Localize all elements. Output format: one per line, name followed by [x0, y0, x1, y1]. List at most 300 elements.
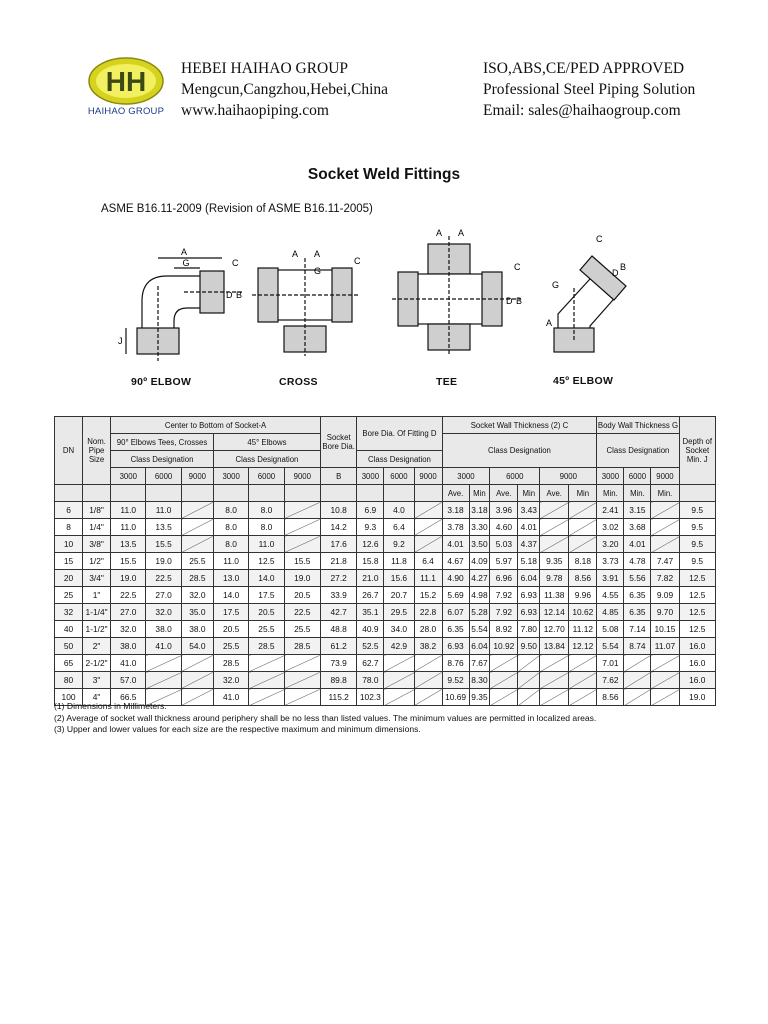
- table-cell: 8.30: [469, 672, 490, 689]
- svg-text:B: B: [620, 262, 627, 272]
- col-socket-bore-letter: B: [321, 468, 357, 485]
- table-cell: [540, 536, 569, 553]
- table-cell: 3.15: [624, 502, 651, 519]
- table-cell: 20.5: [213, 621, 248, 638]
- table-cell: 22.5: [146, 570, 181, 587]
- table-cell: 61.2: [321, 638, 357, 655]
- svg-text:B: B: [516, 296, 523, 306]
- table-row: [55, 502, 716, 519]
- table-cell: 4.01: [624, 536, 651, 553]
- table-cell: 15.2: [414, 587, 442, 604]
- table-cell: 1/8": [83, 502, 111, 519]
- svg-text:A: A: [546, 318, 553, 328]
- table-cell: 9.78: [540, 570, 569, 587]
- table-cell: 11.0: [146, 502, 181, 519]
- svg-text:D: D: [612, 268, 619, 278]
- table-cell: 32.0: [181, 587, 213, 604]
- table-cell: 50: [55, 638, 83, 655]
- col-90-elbows: 90° Elbows Tees, Crosses: [111, 434, 214, 451]
- table-cell: 15.8: [357, 553, 384, 570]
- table-cell: 4": [83, 689, 111, 706]
- table-cell: 3.30: [469, 519, 490, 536]
- table-cell: 28.0: [414, 621, 442, 638]
- table-cell: 41.0: [213, 689, 248, 706]
- table-row: [55, 570, 716, 587]
- table-cell: [181, 519, 213, 536]
- table-cell: 19.0: [146, 553, 181, 570]
- table-cell: 9.5: [679, 536, 715, 553]
- dimensions-table: [54, 416, 716, 706]
- table-cell: 7.01: [597, 655, 624, 672]
- table-cell: 8.0: [213, 502, 248, 519]
- table-cell: [518, 655, 540, 672]
- table-cell: 11.07: [651, 638, 679, 655]
- table-cell: 7.92: [490, 587, 518, 604]
- table-cell: 102.3: [357, 689, 384, 706]
- table-cell: [181, 672, 213, 689]
- table-cell: 52.5: [357, 638, 384, 655]
- table-cell: 38.0: [111, 638, 146, 655]
- tagline: Professional Steel Piping Solution: [483, 81, 696, 98]
- table-cell: 48.8: [321, 621, 357, 638]
- table-cell: [651, 672, 679, 689]
- label-tee: TEE: [436, 376, 458, 388]
- table-cell: 20.5: [249, 604, 284, 621]
- table-cell: 6.4: [384, 519, 414, 536]
- table-cell: 38.2: [414, 638, 442, 655]
- table-cell: 9.5: [679, 553, 715, 570]
- table-cell: 3.91: [597, 570, 624, 587]
- table-cell: 3.18: [442, 502, 469, 519]
- table-cell: 10.62: [569, 604, 597, 621]
- table-cell: 15.5: [284, 553, 320, 570]
- table-cell: 3.68: [624, 519, 651, 536]
- table-cell: 22.5: [284, 604, 320, 621]
- table-cell: 9.70: [651, 604, 679, 621]
- table-cell: 20.5: [284, 587, 320, 604]
- table-cell: 4.60: [490, 519, 518, 536]
- table-cell: [414, 536, 442, 553]
- table-cell: 12.14: [540, 604, 569, 621]
- table-cell: [569, 502, 597, 519]
- table-cell: 9.35: [540, 553, 569, 570]
- table-cell: 1/2": [83, 553, 111, 570]
- table-cell: 25: [55, 587, 83, 604]
- table-cell: 21.8: [321, 553, 357, 570]
- table-row: [55, 587, 716, 604]
- table-cell: 9.35: [469, 689, 490, 706]
- table-row: [55, 638, 716, 655]
- table-cell: 12.5: [679, 570, 715, 587]
- table-cell: 9.5: [679, 502, 715, 519]
- table-cell: 4.01: [518, 519, 540, 536]
- svg-text:A: A: [458, 228, 465, 238]
- table-cell: 8.74: [624, 638, 651, 655]
- svg-text:C: C: [354, 256, 361, 266]
- table-cell: [624, 655, 651, 672]
- table-cell: 8: [55, 519, 83, 536]
- table-cell: 34.0: [384, 621, 414, 638]
- table-cell: [181, 502, 213, 519]
- table-cell: 35.0: [181, 604, 213, 621]
- table-cell: 3.43: [518, 502, 540, 519]
- table-cell: 5.69: [442, 587, 469, 604]
- table-cell: [651, 536, 679, 553]
- table-cell: 7.47: [651, 553, 679, 570]
- table-cell: 27.2: [321, 570, 357, 587]
- table-cell: 9.3: [357, 519, 384, 536]
- table-row: [55, 604, 716, 621]
- table-cell: 54.0: [181, 638, 213, 655]
- table-cell: [414, 502, 442, 519]
- table-cell: 6.04: [469, 638, 490, 655]
- svg-text:C: C: [596, 234, 603, 244]
- table-cell: 13.84: [540, 638, 569, 655]
- table-cell: [569, 672, 597, 689]
- table-cell: [146, 655, 181, 672]
- table-cell: 8.56: [597, 689, 624, 706]
- logo-text: HAIHAO GROUP: [87, 106, 165, 117]
- table-cell: [651, 689, 679, 706]
- table-cell: 29.5: [384, 604, 414, 621]
- table-cell: 4.55: [597, 587, 624, 604]
- table-cell: 33.9: [321, 587, 357, 604]
- table-cell: 28.5: [249, 638, 284, 655]
- svg-text:G: G: [552, 280, 560, 290]
- table-cell: 28.5: [213, 655, 248, 672]
- page-title: Socket Weld Fittings: [307, 166, 461, 183]
- table-cell: 2": [83, 638, 111, 655]
- table-cell: 6.07: [442, 604, 469, 621]
- table-row: [55, 553, 716, 570]
- svg-text:G: G: [182, 258, 190, 268]
- col-socket-wall: Socket Wall Thickness (2) C: [442, 417, 597, 434]
- table-cell: 6.93: [518, 604, 540, 621]
- footnote-1: (1) Dimensions in Millimeters.: [54, 701, 167, 711]
- table-cell: 19.0: [111, 570, 146, 587]
- svg-text:B: B: [236, 290, 243, 300]
- table-cell: 5.18: [518, 553, 540, 570]
- footnotes: [54, 701, 596, 736]
- svg-text:A: A: [292, 249, 299, 259]
- table-cell: 12.5: [679, 621, 715, 638]
- table-cell: 7.80: [518, 621, 540, 638]
- table-cell: 1": [83, 587, 111, 604]
- table-cell: 73.9: [321, 655, 357, 672]
- table-cell: 11.1: [414, 570, 442, 587]
- elbow-45-drawing: [540, 228, 640, 358]
- col-bore-class: Class Designation: [357, 451, 442, 468]
- table-cell: 3.73: [597, 553, 624, 570]
- table-cell: 3.02: [597, 519, 624, 536]
- table-cell: 25.5: [249, 621, 284, 638]
- table-cell: 8.0: [249, 519, 284, 536]
- table-cell: 5.54: [597, 638, 624, 655]
- table-cell: 4.0: [384, 502, 414, 519]
- table-cell: 19.0: [679, 689, 715, 706]
- table-cell: [146, 672, 181, 689]
- table-cell: 8.0: [213, 536, 248, 553]
- cross-drawing: [252, 248, 362, 356]
- table-cell: [624, 672, 651, 689]
- table-cell: 9.09: [651, 587, 679, 604]
- table-cell: [540, 502, 569, 519]
- table-cell: 13.5: [146, 519, 181, 536]
- table-cell: 12.5: [679, 587, 715, 604]
- table-cell: 5.97: [490, 553, 518, 570]
- table-cell: 3.18: [469, 502, 490, 519]
- header-row-5: Ave. Min Ave. Min Ave. Min Min. Min. Min.: [55, 485, 716, 502]
- svg-text:C: C: [514, 262, 521, 272]
- table-cell: 15.6: [384, 570, 414, 587]
- dimensions-table-body: [55, 502, 716, 706]
- table-cell: 5.56: [624, 570, 651, 587]
- table-cell: 6.9: [357, 502, 384, 519]
- table-cell: 8.18: [569, 553, 597, 570]
- table-cell: 19.0: [284, 570, 320, 587]
- table-cell: [414, 519, 442, 536]
- table-cell: 65: [55, 655, 83, 672]
- table-cell: 2.41: [597, 502, 624, 519]
- table-cell: [384, 655, 414, 672]
- table-cell: 22.5: [111, 587, 146, 604]
- table-cell: 42.9: [384, 638, 414, 655]
- table-cell: 11.8: [384, 553, 414, 570]
- table-cell: 1-1/4": [83, 604, 111, 621]
- table-cell: 7.14: [624, 621, 651, 638]
- company-info: [181, 58, 388, 121]
- col-body-wall: Body Wall Thickness G: [597, 417, 679, 434]
- table-cell: 6.93: [518, 587, 540, 604]
- table-cell: 15.5: [146, 536, 181, 553]
- table-cell: 32.0: [146, 604, 181, 621]
- label-cross: CROSS: [279, 376, 318, 388]
- table-cell: [490, 672, 518, 689]
- table-cell: 3.20: [597, 536, 624, 553]
- table-cell: 78.0: [357, 672, 384, 689]
- table-cell: 16.0: [679, 655, 715, 672]
- table-cell: 28.5: [181, 570, 213, 587]
- table-cell: 3/8": [83, 536, 111, 553]
- table-cell: 22.8: [414, 604, 442, 621]
- table-cell: 1-1/2": [83, 621, 111, 638]
- table-cell: 4.98: [469, 587, 490, 604]
- label-45-elbow: 45º ELBOW: [553, 375, 614, 387]
- col-nps: Nom. Pipe Size: [83, 417, 111, 485]
- table-cell: 9.2: [384, 536, 414, 553]
- table-cell: 20.7: [384, 587, 414, 604]
- table-cell: 4.67: [442, 553, 469, 570]
- approvals: ISO,ABS,CE/PED APPROVED: [483, 60, 685, 77]
- table-cell: 115.2: [321, 689, 357, 706]
- footnote-2: (2) Average of socket wall thickness around periphery shall be no less than listed values. The minimum values are permitted in localized areas.: [54, 712, 597, 723]
- table-cell: 11.0: [111, 519, 146, 536]
- table-cell: 13.0: [213, 570, 248, 587]
- table-cell: 10.69: [442, 689, 469, 706]
- col-bwt-class: Class Designation: [597, 434, 679, 468]
- table-cell: 4.85: [597, 604, 624, 621]
- table-cell: 8.0: [249, 502, 284, 519]
- table-cell: 12.5: [249, 553, 284, 570]
- col-swt-class: Class Designation: [442, 434, 597, 468]
- table-cell: 14.2: [321, 519, 357, 536]
- svg-text:A: A: [436, 228, 443, 238]
- table-cell: 15.5: [111, 553, 146, 570]
- company-website: www.haihaopiping.com: [181, 102, 329, 119]
- table-cell: 11.12: [569, 621, 597, 638]
- table-cell: [651, 519, 679, 536]
- table-cell: 12.12: [569, 638, 597, 655]
- col-bore-fitting: Bore Dia. Of Fitting D: [357, 417, 442, 451]
- table-cell: 66.5: [111, 689, 146, 706]
- svg-text:J: J: [118, 336, 123, 346]
- label-90-elbow: 90º ELBOW: [131, 376, 192, 388]
- table-cell: 26.7: [357, 587, 384, 604]
- table-cell: [540, 672, 569, 689]
- table-cell: 14.0: [249, 570, 284, 587]
- table-cell: 7.82: [651, 570, 679, 587]
- table-cell: 4.27: [469, 570, 490, 587]
- table-cell: 6.96: [490, 570, 518, 587]
- svg-text:D: D: [226, 290, 233, 300]
- table-cell: 9.5: [679, 519, 715, 536]
- col-center-bottom: Center to Bottom of Socket-A: [111, 417, 321, 434]
- footnote-3: (3) Upper and lower values for each size are the respective maximum and minimum dimensions.: [54, 724, 421, 734]
- table-row: [55, 621, 716, 638]
- table-cell: 3": [83, 672, 111, 689]
- table-row: [55, 672, 716, 689]
- table-cell: 41.0: [146, 638, 181, 655]
- table-cell: [490, 655, 518, 672]
- company-address: Mengcun,Cangzhou,Hebei,China: [181, 81, 389, 98]
- table-cell: [249, 655, 284, 672]
- table-cell: 38.0: [146, 621, 181, 638]
- table-cell: 15: [55, 553, 83, 570]
- table-cell: 6.04: [518, 570, 540, 587]
- table-cell: 5.08: [597, 621, 624, 638]
- table-cell: [284, 655, 320, 672]
- table-cell: 7.92: [490, 604, 518, 621]
- table-cell: [414, 655, 442, 672]
- table-cell: 9.52: [442, 672, 469, 689]
- table-cell: [651, 502, 679, 519]
- col-socket-bore: Socket Bore Dia.: [321, 417, 357, 468]
- table-cell: 10.8: [321, 502, 357, 519]
- table-cell: [624, 689, 651, 706]
- table-cell: 7.67: [469, 655, 490, 672]
- table-cell: 32: [55, 604, 83, 621]
- table-cell: 8.0: [213, 519, 248, 536]
- table-cell: 5.54: [469, 621, 490, 638]
- company-email: Email: sales@haihaogroup.com: [483, 102, 681, 119]
- table-cell: [569, 519, 597, 536]
- table-cell: 6.35: [624, 587, 651, 604]
- table-cell: 28.5: [284, 638, 320, 655]
- table-cell: [540, 655, 569, 672]
- table-cell: 2-1/2": [83, 655, 111, 672]
- table-cell: 7.62: [597, 672, 624, 689]
- table-cell: 9.50: [518, 638, 540, 655]
- svg-text:G: G: [314, 266, 322, 276]
- col-45-class: Class Designation: [213, 451, 320, 468]
- table-cell: [284, 519, 320, 536]
- table-cell: [384, 672, 414, 689]
- logo-mark: HH: [105, 66, 147, 97]
- table-cell: [284, 672, 320, 689]
- standard-reference: ASME B16.11-2009 (Revision of ASME B16.11-2005): [101, 203, 373, 215]
- table-cell: 6.4: [414, 553, 442, 570]
- table-cell: 14.0: [213, 587, 248, 604]
- table-cell: [569, 655, 597, 672]
- table-cell: 16.0: [679, 638, 715, 655]
- table-cell: [249, 672, 284, 689]
- table-cell: 11.0: [111, 502, 146, 519]
- table-cell: 8.56: [569, 570, 597, 587]
- table-cell: 42.7: [321, 604, 357, 621]
- col-dn: DN: [55, 417, 83, 485]
- table-cell: 10.92: [490, 638, 518, 655]
- table-cell: 11.0: [213, 553, 248, 570]
- table-cell: 25.5: [213, 638, 248, 655]
- table-cell: 57.0: [111, 672, 146, 689]
- elbow-90-drawing: [112, 246, 252, 366]
- table-row: [55, 519, 716, 536]
- svg-text:A: A: [314, 249, 321, 259]
- table-cell: 11.38: [540, 587, 569, 604]
- svg-text:D: D: [506, 296, 513, 306]
- col-depth: Depth of Socket Min. J: [679, 417, 715, 485]
- table-cell: 6.35: [442, 621, 469, 638]
- table-cell: 27.0: [111, 604, 146, 621]
- table-cell: 6.35: [624, 604, 651, 621]
- table-cell: [284, 502, 320, 519]
- table-cell: 8.92: [490, 621, 518, 638]
- table-cell: [181, 536, 213, 553]
- table-cell: 13.5: [111, 536, 146, 553]
- table-cell: 25.5: [284, 621, 320, 638]
- table-cell: 12.5: [679, 604, 715, 621]
- table-cell: 35.1: [357, 604, 384, 621]
- table-cell: 16.0: [679, 672, 715, 689]
- table-cell: 8.76: [442, 655, 469, 672]
- table-row: [55, 536, 716, 553]
- table-cell: 38.0: [181, 621, 213, 638]
- table-cell: 17.5: [213, 604, 248, 621]
- table-cell: 62.7: [357, 655, 384, 672]
- table-cell: 12.70: [540, 621, 569, 638]
- table-cell: 4.90: [442, 570, 469, 587]
- table-cell: [540, 519, 569, 536]
- header-row-1: [55, 417, 716, 434]
- table-cell: 4.78: [624, 553, 651, 570]
- table-cell: 32.0: [111, 621, 146, 638]
- table-cell: 32.0: [213, 672, 248, 689]
- table-cell: 10: [55, 536, 83, 553]
- table-cell: 12.6: [357, 536, 384, 553]
- table-cell: 4.01: [442, 536, 469, 553]
- col-45-elbows: 45° Elbows: [213, 434, 320, 451]
- table-cell: 27.0: [146, 587, 181, 604]
- table-cell: 1/4": [83, 519, 111, 536]
- table-cell: 40: [55, 621, 83, 638]
- svg-text:C: C: [232, 258, 239, 268]
- table-cell: 3.78: [442, 519, 469, 536]
- table-cell: 100: [55, 689, 83, 706]
- table-cell: 4.09: [469, 553, 490, 570]
- table-cell: [651, 655, 679, 672]
- table-cell: 5.28: [469, 604, 490, 621]
- table-cell: 6: [55, 502, 83, 519]
